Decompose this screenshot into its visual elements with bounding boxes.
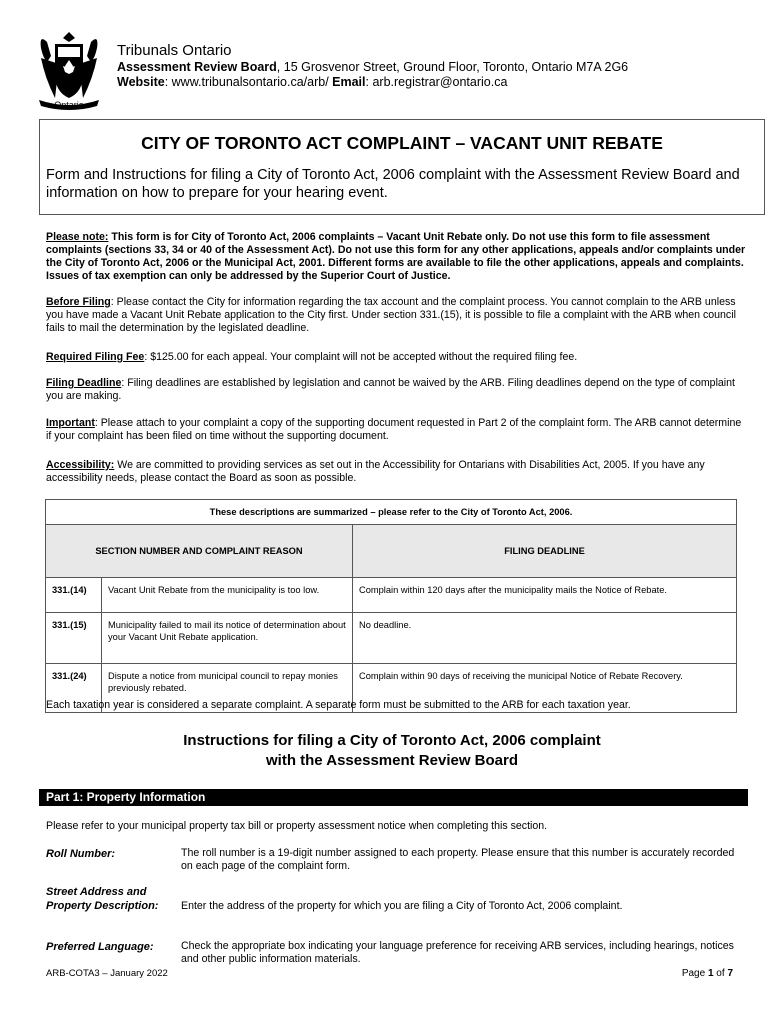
accessibility-text: We are committed to providing services as set out in the Accessibility for Ontarians with Disabilities Act, 2005. If you have any accessibility needs, please contact the Board as soon as possible.: [46, 459, 705, 484]
please-note-paragraph: [46, 231, 746, 283]
important-label: Important: [46, 417, 95, 429]
preferred-language-description: Check the appropriate box indicating your language preference for receiving ARB services, including hearings, notices and other public information materials.: [181, 940, 734, 965]
address-text: , 15 Grosvenor Street, Ground Floor, Toronto, Ontario M7A 2G6: [276, 60, 629, 74]
complaint-reasons-table: [45, 499, 737, 713]
street-address-label-line-2: Property Description:: [46, 900, 159, 912]
board-address: [117, 60, 628, 74]
filing-fee-label: Required Filing Fee: [46, 351, 145, 363]
website-label: Website: [117, 75, 165, 89]
before-filing-label: Before Filing: [46, 296, 111, 308]
roll-number-description: The roll number is a 19-digit number assigned to each property. Please ensure that this number is accurately recorded on each page of the complaint form.: [181, 847, 735, 872]
complaint-reason: Vacant Unit Rebate from the municipality is too low.: [102, 578, 353, 613]
column-header-section: SECTION NUMBER AND COMPLAINT REASON: [46, 525, 353, 578]
complaint-reason: Dispute a notice from municipal council to repay monies previously rebated.: [102, 664, 353, 713]
street-address-label-line-1: Street Address and: [46, 886, 147, 898]
part-1-section-bar: Part 1: Property Information: [39, 789, 748, 806]
street-address-description: Enter the address of the property for which you are filing a City of Toronto Act, 2006 complaint.: [181, 900, 623, 912]
current-page: 1: [707, 968, 714, 979]
important-text: : Please attach to your complaint a copy of the supporting document requested in Part 2 of the complaint form. The ARB cannot determine if your complaint has been filed on time without the supporting document.: [46, 417, 742, 442]
table-caption: These descriptions are summarized – please refer to the City of Toronto Act, 2006.: [46, 500, 737, 525]
page-title: CITY OF TORONTO ACT COMPLAINT – VACANT UNIT REBATE: [141, 133, 663, 153]
street-address-label: [46, 885, 176, 913]
instructions-heading: [39, 731, 745, 771]
part-1-intro: Please refer to your municipal property tax bill or property assessment notice when completing this section.: [46, 820, 548, 832]
logo-wordmark: Ontario: [54, 100, 84, 110]
table-row: [46, 578, 737, 613]
before-filing-paragraph: [46, 296, 746, 335]
important-paragraph: [46, 417, 746, 443]
page-subtitle: Form and Instructions for filing a City of Toronto Act, 2006 complaint with the Assessment Review Board and information on how to prepare for your hearing event.: [46, 167, 740, 201]
section-number: 331.(24): [46, 664, 102, 713]
filing-deadline-paragraph: [46, 377, 746, 403]
accessibility-label: Accessibility:: [46, 459, 115, 471]
please-note-text: This form is for City of Toronto Act, 2006 complaints – Vacant Unit Rebate only. Do not use this form to file assessment complaints (sections 33, 34 or 40 of the Assessment Act). Do not use this form for any other applications, appeals and/or complaints under the City of Toronto Act, 2006 or the Municipal Act, 2001. Different forms are available to file the other applications, appeals and complaints. Issues of tax exemption can only be addressed by the Superior Court of Justice.: [46, 231, 746, 282]
filing-deadline-text: : Filing deadlines are established by legislation and cannot be waived by the ARB. Filing deadlines depend on the type of complaint you are making.: [46, 377, 735, 402]
please-note-label: Please note:: [46, 231, 109, 243]
page-prefix: Page: [681, 968, 708, 979]
total-pages: 7: [727, 968, 733, 979]
contact-line: [117, 75, 507, 89]
section-number: 331.(15): [46, 613, 102, 664]
form-identifier: ARB-COTA3 – January 2022: [46, 968, 168, 979]
before-filing-text: : Please contact the City for information regarding the tax account and the complaint process. You cannot complain to the ARB unless you have made a Vacant Unit Rebate application to the City first. Under section 331.(15), it is possible to file a complaint with the ARB when council fails to mail the determination by the legislated deadline.: [46, 296, 736, 334]
filing-fee-paragraph: [46, 351, 746, 364]
filing-deadline: Complain within 90 days of receiving the municipal Notice of Rebate Recovery.: [353, 664, 737, 713]
filing-deadline-label: Filing Deadline: [46, 377, 122, 389]
instructions-heading-line-1: Instructions for filing a City of Toronto Act, 2006 complaint: [183, 732, 601, 749]
filing-deadline: No deadline.: [353, 613, 737, 664]
table-row: [46, 613, 737, 664]
organization-name: Tribunals Ontario: [117, 42, 232, 59]
filing-deadline: Complain within 120 days after the municipality mails the Notice of Rebate.: [353, 578, 737, 613]
column-header-deadline: FILING DEADLINE: [353, 525, 737, 578]
website-link[interactable]: : www.tribunalsontario.ca/arb/: [164, 75, 329, 89]
table-header-row: [46, 525, 737, 578]
roll-number-label: Roll Number:: [46, 848, 116, 860]
complaint-reason: Municipality failed to mail its notice of determination about your Vacant Unit Rebate application.: [102, 613, 353, 664]
board-name: Assessment Review Board: [117, 60, 277, 74]
page-number: [600, 968, 733, 979]
preferred-language-label: Preferred Language:: [46, 941, 154, 953]
table-caption-row: [46, 500, 737, 525]
accessibility-paragraph: [46, 459, 746, 485]
page-of: of: [713, 968, 728, 979]
email-label: Email: [332, 75, 366, 89]
instructions-heading-line-2: with the Assessment Review Board: [265, 752, 519, 769]
taxation-year-note: Each taxation year is considered a separate complaint. A separate form must be submitted to the ARB for each taxation year.: [46, 699, 631, 711]
filing-fee-text: : $125.00 for each appeal. Your complaint will not be accepted without the required filing fee.: [144, 351, 578, 363]
email-link[interactable]: : arb.registrar@ontario.ca: [365, 75, 508, 89]
section-number: 331.(14): [46, 578, 102, 613]
